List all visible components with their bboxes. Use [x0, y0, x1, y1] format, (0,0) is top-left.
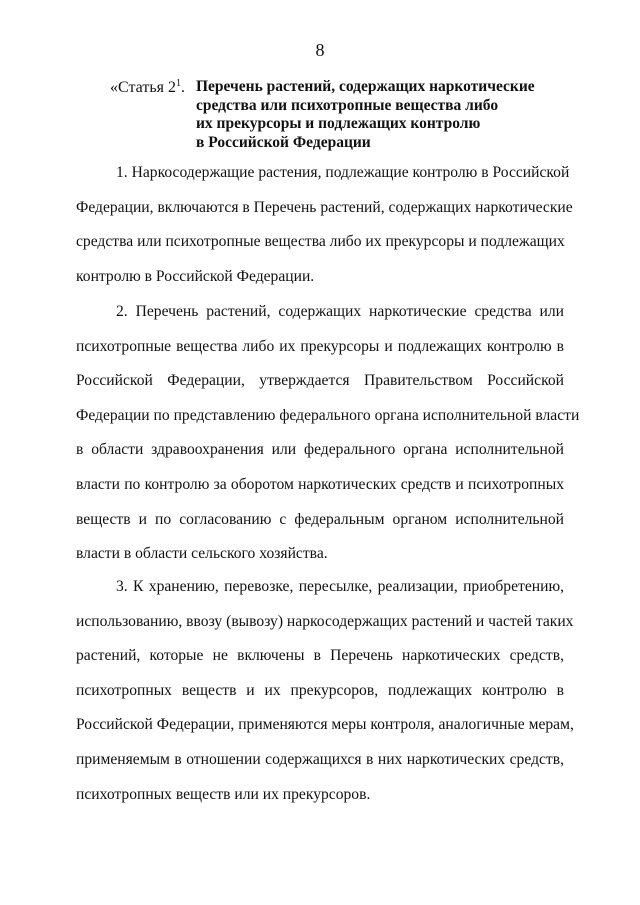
paragraph-2 [76, 302, 580, 579]
article-title-line: их прекурсоры и подлежащих контролю [196, 115, 481, 132]
paragraph-line: Российской Федерации, утверждается Правительством Российской [76, 372, 564, 390]
paragraph-line: использованию, ввозу (вывозу) наркосодержащих растений и частей таких [76, 612, 574, 630]
paragraph-line: Федерации, включаются в Перечень растений, содержащих наркотические [76, 198, 573, 216]
paragraph-line: 1. Наркосодержащие растения, подлежащие контролю в Российской [116, 164, 570, 181]
article-title-line: средства или психотропные вещества либо [196, 96, 499, 114]
paragraph-line: психотропных веществ и их прекурсоров, подлежащих контролю в [76, 681, 564, 699]
paragraph-line: Федерации по представлению федерального органа исполнительной власти [76, 406, 580, 424]
paragraph-line: веществ и по согласованию с федеральным органом исполнительной [76, 510, 564, 528]
article-label-dot: . [180, 79, 185, 96]
paragraph-line: власти в области сельского хозяйства. [76, 545, 328, 563]
paragraph-line: власти по контролю за оборотом наркотических средств и психотропных [76, 475, 564, 493]
paragraph-3 [76, 577, 574, 819]
paragraph-line: средства или психотропные вещества либо их прекурсоры и подлежащих [76, 233, 565, 251]
paragraph-line: контролю в Российской Федерации. [76, 267, 315, 285]
article-label [110, 78, 185, 98]
article-label-text: «Статья 2 [110, 79, 176, 96]
article-title-line: в Российской Федерации [196, 133, 371, 151]
article-title [196, 78, 586, 152]
paragraph-line: психотропных веществ или их прекурсоров. [76, 785, 371, 803]
paragraph-line: 2. Перечень растений, содержащих наркотические средства или [116, 303, 564, 320]
paragraph-line: применяемым в отношении содержащихся в них наркотических средств, [76, 750, 564, 768]
paragraph-line: 3. К хранению, перевозке, пересылке, реализации, приобретению, [116, 578, 564, 595]
page-number: 8 [315, 40, 325, 60]
paragraph-line: растений, которые не включены в Перечень наркотических средств, [76, 647, 564, 665]
paragraph-line: психотропные вещества либо их прекурсоры и подлежащих контролю в [76, 337, 564, 355]
paragraph-line: в области здравоохранения или федерального органа исполнительной [76, 441, 564, 459]
article-superscript: 1 [175, 78, 181, 89]
article-title-line: Перечень растений, содержащих наркотические [196, 78, 535, 95]
paragraph-1 [76, 163, 573, 301]
paragraph-line: Российской Федерации, применяются меры контроля, аналогичные мерам, [76, 716, 574, 734]
